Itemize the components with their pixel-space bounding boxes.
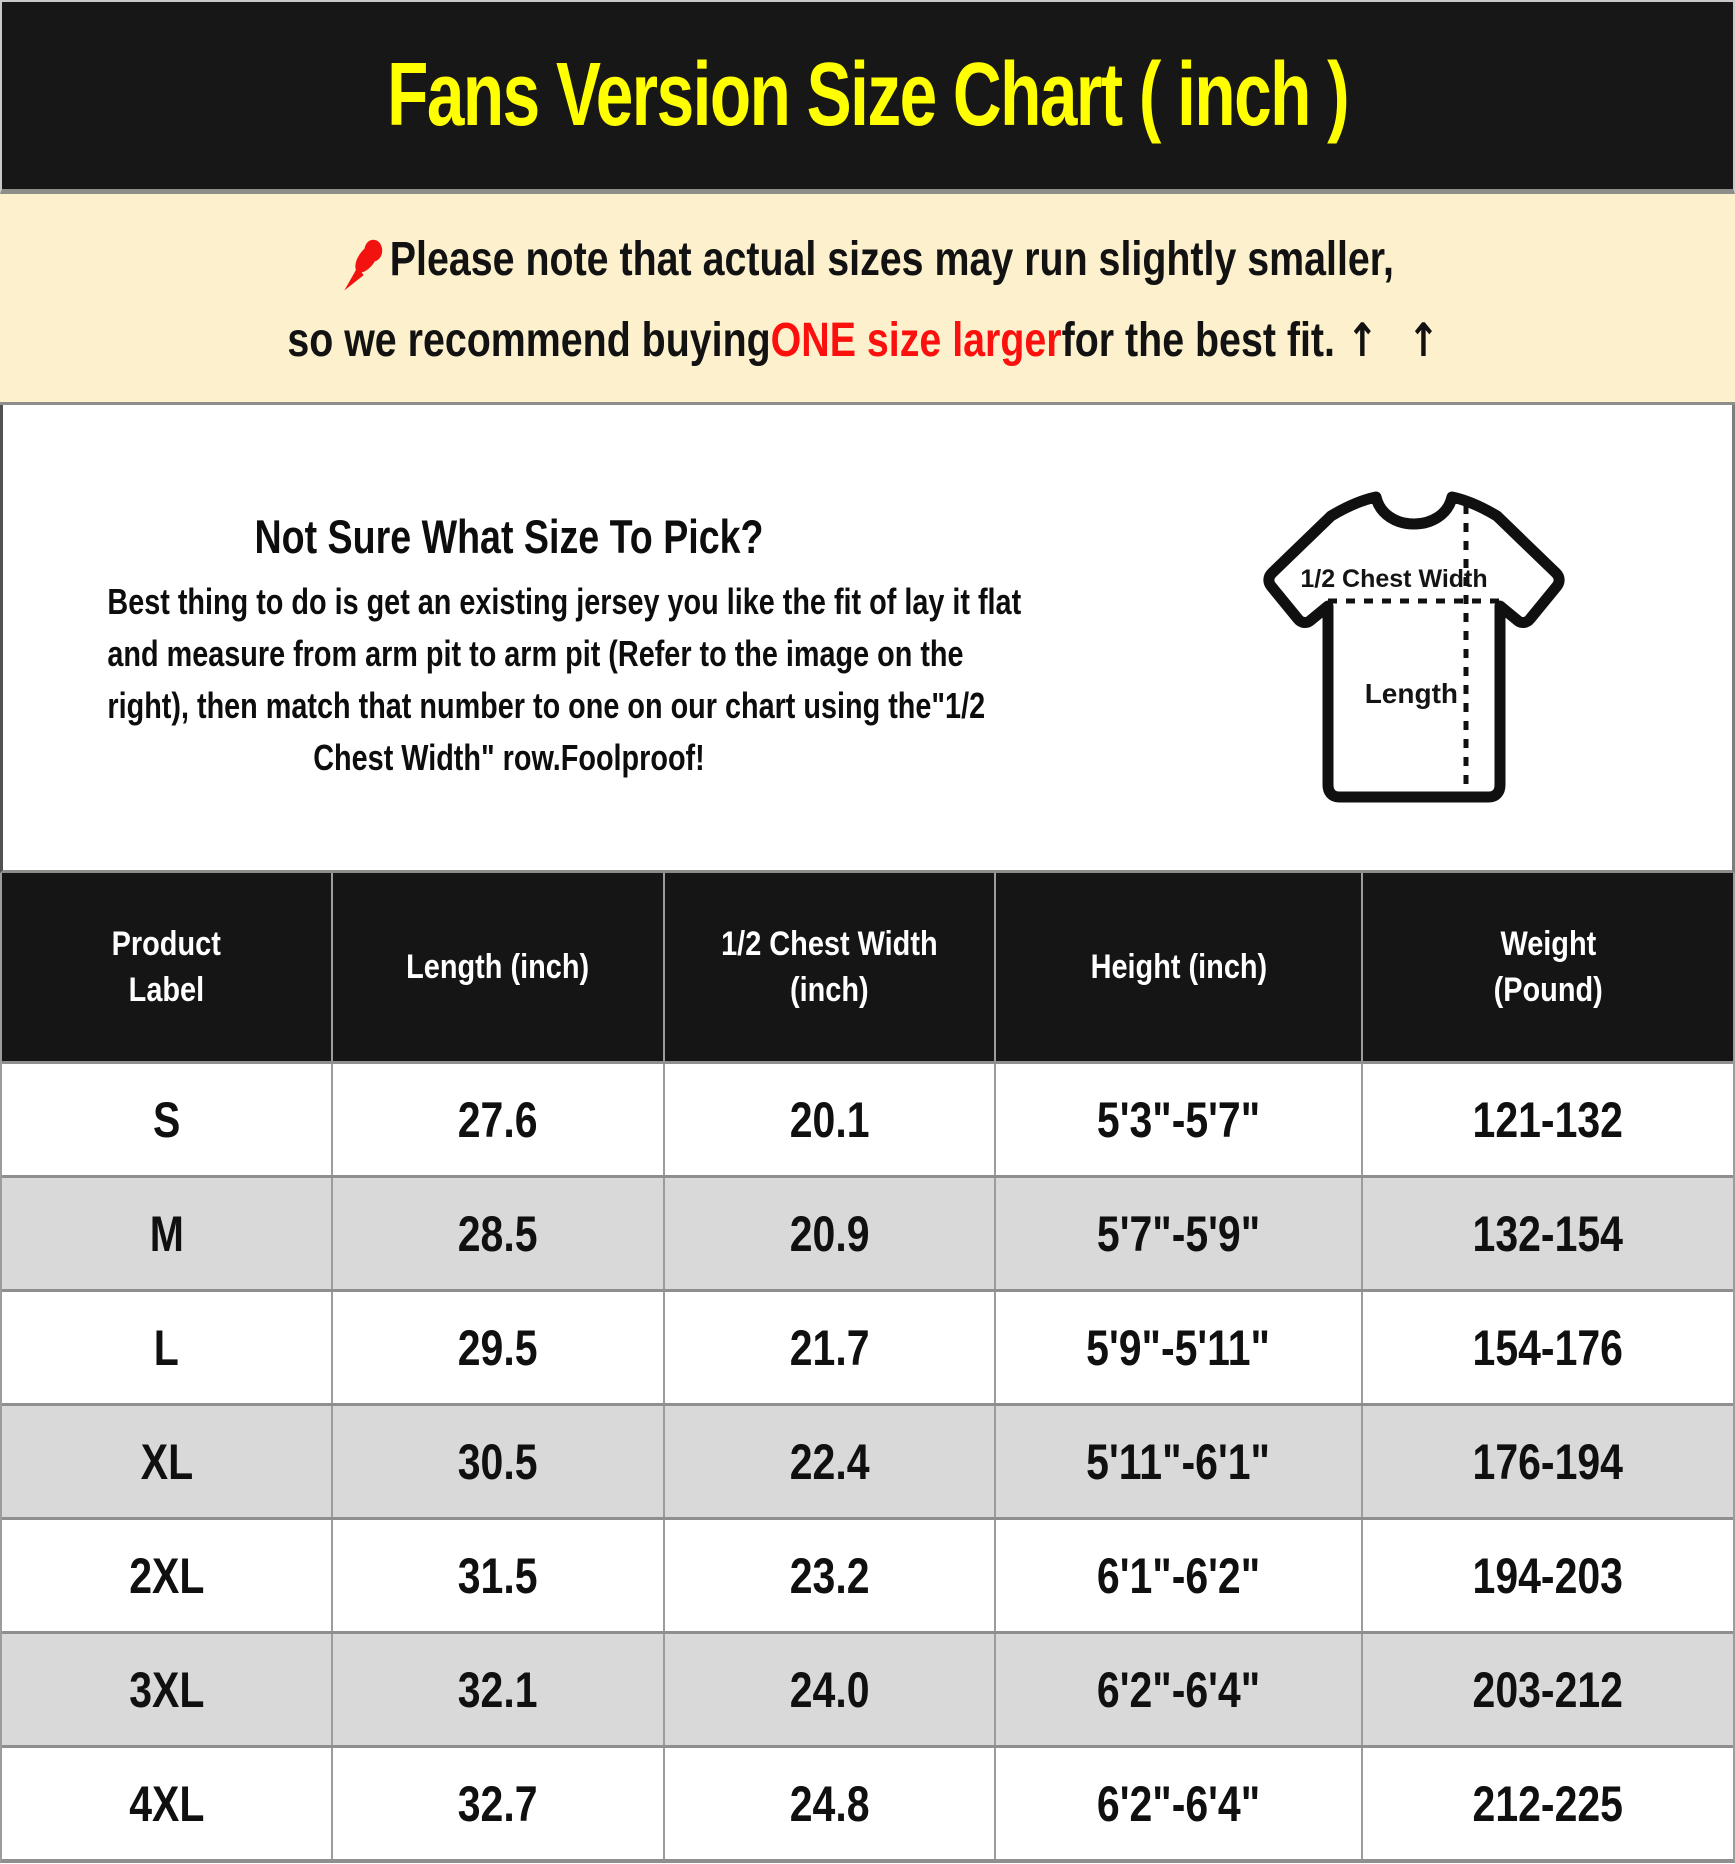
size-table <box>0 873 1735 1863</box>
chest-value: 22.4 <box>789 1433 870 1490</box>
header-height <box>996 873 1363 1061</box>
chest-value: 20.1 <box>789 1091 870 1148</box>
cell-weight <box>1363 1178 1733 1289</box>
header-text: Product <box>112 925 222 963</box>
height-value: 6'2"-6'4" <box>1096 1661 1261 1718</box>
cell-size <box>2 1748 333 1859</box>
notice-text-2a: so we recommend buying <box>287 313 771 367</box>
cell-length <box>333 1406 664 1517</box>
length-value: 28.5 <box>458 1205 538 1262</box>
cell-height <box>996 1178 1363 1289</box>
cell-height <box>996 1406 1363 1517</box>
cell-size <box>2 1634 333 1745</box>
cell-height <box>996 1748 1363 1859</box>
cell-length <box>333 1064 664 1175</box>
length-value: 31.5 <box>458 1547 538 1604</box>
length-value: 27.6 <box>458 1091 538 1148</box>
table-row <box>2 1517 1733 1631</box>
cell-weight <box>1363 1520 1733 1631</box>
cell-length <box>333 1634 664 1745</box>
table-row <box>2 1745 1733 1859</box>
height-value: 5'7"-5'9" <box>1096 1205 1261 1262</box>
length-value: 29.5 <box>458 1319 538 1376</box>
cell-chest <box>665 1178 996 1289</box>
size-value: 2XL <box>129 1547 205 1604</box>
chest-value: 23.2 <box>789 1547 870 1604</box>
length-label: Length <box>1364 678 1458 709</box>
header-chest-width <box>665 873 996 1061</box>
cell-size <box>2 1178 333 1289</box>
length-value: 30.5 <box>458 1433 538 1490</box>
cell-length <box>333 1292 664 1403</box>
height-value: 5'11"-6'1" <box>1086 1433 1271 1490</box>
header-text: Label <box>128 971 205 1009</box>
chest-value: 21.7 <box>789 1319 870 1376</box>
cell-weight <box>1363 1634 1733 1745</box>
header-length <box>333 873 664 1061</box>
table-row <box>2 1631 1733 1745</box>
cell-chest <box>665 1064 996 1175</box>
cell-size <box>2 1064 333 1175</box>
notice-line-2 <box>287 313 1447 368</box>
title-band <box>0 0 1735 194</box>
height-value: 5'3"-5'7" <box>1096 1091 1261 1148</box>
pushpin-icon <box>341 235 389 297</box>
weight-value: 176-194 <box>1472 1433 1624 1490</box>
size-guide-text <box>107 509 1022 784</box>
size-guide-heading: Not Sure What Size To Pick? <box>254 510 764 563</box>
height-value: 6'2"-6'4" <box>1096 1775 1261 1832</box>
table-row <box>2 1289 1733 1403</box>
up-arrows-icon: ↑ ↑ <box>1346 313 1448 367</box>
cell-height <box>996 1292 1363 1403</box>
header-text: Weight <box>1500 925 1596 963</box>
size-value: XL <box>140 1433 193 1490</box>
notice-text-2b: for the best fit. <box>1061 313 1336 367</box>
cell-weight <box>1363 1064 1733 1175</box>
size-guide-line: right), then match that number to one on our chart using the"1/2 <box>107 685 986 726</box>
table-row <box>2 1175 1733 1289</box>
cell-length <box>333 1748 664 1859</box>
cell-chest <box>665 1520 996 1631</box>
length-value: 32.7 <box>458 1775 538 1832</box>
weight-value: 212-225 <box>1472 1775 1624 1832</box>
cell-length <box>333 1178 664 1289</box>
cell-chest <box>665 1634 996 1745</box>
notice-line-1 <box>341 229 1394 291</box>
cell-weight <box>1363 1748 1733 1859</box>
size-guide-line: Chest Width" row.Foolproof! <box>313 737 705 778</box>
size-guide-band <box>0 405 1735 873</box>
header-weight <box>1363 873 1733 1061</box>
table-header-row <box>2 873 1733 1061</box>
tshirt-outline <box>1269 497 1559 797</box>
cell-length <box>333 1520 664 1631</box>
weight-value: 132-154 <box>1472 1205 1624 1262</box>
header-text: Height (inch) <box>1090 948 1267 986</box>
cell-chest <box>665 1406 996 1517</box>
header-text: (Pound) <box>1493 971 1603 1009</box>
table-row <box>2 1403 1733 1517</box>
cell-chest <box>665 1748 996 1859</box>
header-product-label <box>2 873 333 1061</box>
cell-height <box>996 1064 1363 1175</box>
size-value: M <box>149 1205 184 1262</box>
notice-text-1: Please note that actual sizes may run slightly smaller, <box>390 233 1395 286</box>
header-text: 1/2 Chest Width <box>721 925 938 963</box>
cell-size <box>2 1520 333 1631</box>
page-title: Fans Version Size Chart ( inch ) <box>387 45 1348 145</box>
notice-band <box>0 194 1735 405</box>
table-row <box>2 1061 1733 1175</box>
weight-value: 203-212 <box>1472 1661 1624 1718</box>
cell-height <box>996 1634 1363 1745</box>
chest-value: 20.9 <box>789 1205 870 1262</box>
height-value: 5'9"-5'11" <box>1086 1319 1271 1376</box>
tshirt-measure-diagram <box>1258 463 1570 809</box>
cell-weight <box>1363 1292 1733 1403</box>
chest-value: 24.0 <box>789 1661 870 1718</box>
weight-value: 194-203 <box>1472 1547 1624 1604</box>
size-value: S <box>152 1091 181 1148</box>
cell-size <box>2 1292 333 1403</box>
header-text: (inch) <box>789 971 869 1009</box>
size-guide-line: Best thing to do is get an existing jersey you like the fit of lay it flat <box>107 581 1022 622</box>
chest-width-label: 1/2 Chest Width <box>1300 565 1488 593</box>
cell-height <box>996 1520 1363 1631</box>
notice-highlight: ONE size larger <box>770 313 1062 367</box>
weight-value: 154-176 <box>1472 1319 1624 1376</box>
chest-value: 24.8 <box>789 1775 870 1832</box>
cell-size <box>2 1406 333 1517</box>
height-value: 6'1"-6'2" <box>1096 1547 1261 1604</box>
size-value: L <box>154 1319 180 1376</box>
cell-chest <box>665 1292 996 1403</box>
cell-weight <box>1363 1406 1733 1517</box>
header-text: Length (inch) <box>406 948 590 986</box>
length-value: 32.1 <box>458 1661 538 1718</box>
weight-value: 121-132 <box>1472 1091 1624 1148</box>
size-value: 4XL <box>129 1775 205 1832</box>
size-guide-line: and measure from arm pit to arm pit (Refer to the image on the <box>107 633 964 674</box>
size-value: 3XL <box>129 1661 205 1718</box>
